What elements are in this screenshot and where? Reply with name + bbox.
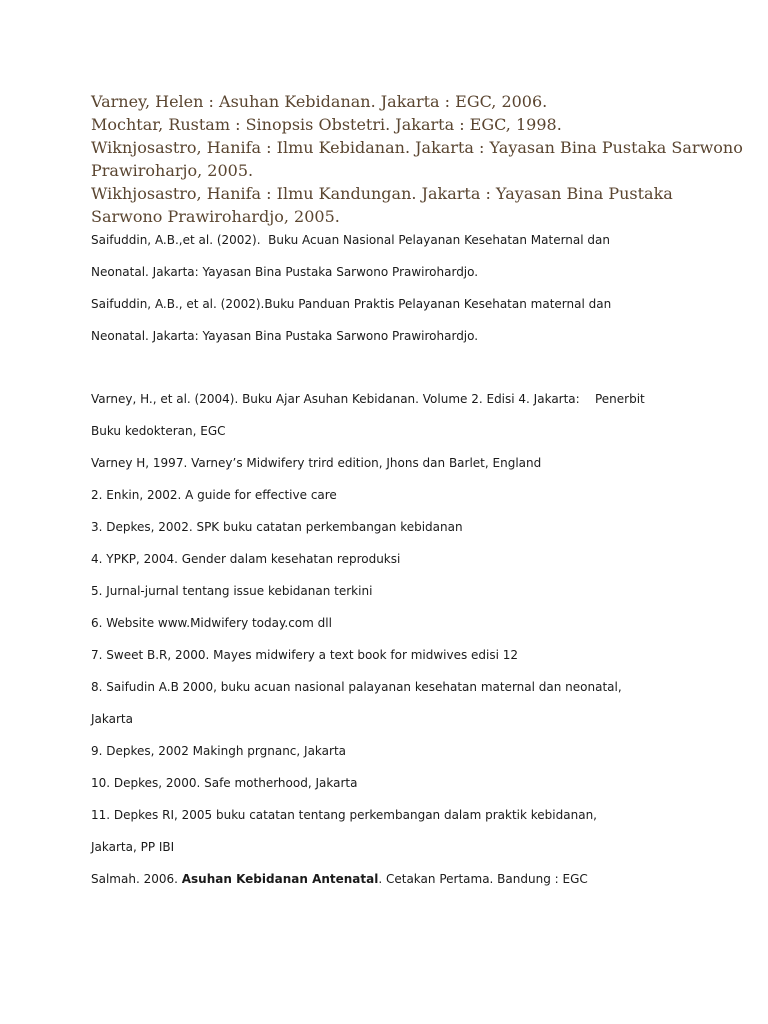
reference-line: 4. YPKP, 2004. Gender dalam kesehatan reproduksi [91, 552, 401, 566]
reference-line: 11. Depkes RI, 2005 buku catatan tentang perkembangan dalam praktik kebidanan, [91, 808, 597, 822]
reference-line: Jakarta, PP IBI [91, 840, 175, 854]
reference-line: 7. Sweet B.R, 2000. Mayes midwifery a text book for midwives edisi 12 [91, 648, 519, 662]
reference-line: Saifuddin, A.B., et al. (2002).Buku Panduan Praktis Pelayanan Kesehatan maternal dan [91, 297, 612, 311]
reference-line: Neonatal. Jakarta: Yayasan Bina Pustaka Sarwono Prawirohardjo. [91, 329, 479, 343]
reference-line: Buku kedokteran, EGC [91, 424, 226, 438]
serif-reference-block [91, 90, 751, 228]
reference-line: Saifuddin, A.B.,et al. (2002). Buku Acuan Nasional Pelayanan Kesehatan Maternal dan [91, 233, 610, 247]
reference-line: 9. Depkes, 2002 Makingh prgnanc, Jakarta [91, 744, 346, 758]
reference-line: Neonatal. Jakarta: Yayasan Bina Pustaka Sarwono Prawirohardjo. [91, 265, 479, 279]
reference-line: 3. Depkes, 2002. SPK buku catatan perkembangan kebidanan [91, 520, 463, 534]
serif-reference-line: Wikhjosastro, Hanifa : Ilmu Kandungan. Jakarta : Yayasan Bina Pustaka [91, 184, 673, 203]
reference-line: 8. Saifudin A.B 2000, buku acuan nasional palayanan kesehatan maternal dan neonatal, [91, 680, 622, 694]
reference-bold-title: Asuhan Kebidanan Antenatal [181, 872, 379, 886]
reference-line: 6. Website www.Midwifery today.com dll [91, 616, 332, 630]
reference-line: 5. Jurnal-jurnal tentang issue kebidanan terkini [91, 584, 373, 598]
serif-reference-line: Varney, Helen : Asuhan Kebidanan. Jakarta : EGC, 2006. [91, 92, 548, 111]
reference-suffix: . Cetakan Pertama. Bandung : EGC [378, 872, 588, 886]
reference-line-salmah [91, 871, 588, 887]
serif-reference-line: Wiknjosastro, Hanifa : Ilmu Kebidanan. Jakarta : Yayasan Bina Pustaka Sarwono [91, 138, 743, 157]
reference-line: Varney H, 1997. Varney’s Midwifery trird edition, Jhons dan Barlet, England [91, 456, 542, 470]
reference-line: 2. Enkin, 2002. A guide for effective care [91, 488, 337, 502]
serif-reference-line: Sarwono Prawirohardjo, 2005. [91, 207, 340, 226]
reference-prefix: Salmah. 2006. [91, 872, 182, 886]
reference-line: Jakarta [91, 712, 133, 726]
reference-line: 10. Depkes, 2000. Safe motherhood, Jakarta [91, 776, 358, 790]
serif-reference-line: Prawiroharjo, 2005. [91, 161, 254, 180]
serif-reference-line: Mochtar, Rustam : Sinopsis Obstetri. Jakarta : EGC, 1998. [91, 115, 562, 134]
reference-line: Varney, H., et al. (2004). Buku Ajar Asuhan Kebidanan. Volume 2. Edisi 4. Jakarta: Penerbit [91, 392, 645, 406]
